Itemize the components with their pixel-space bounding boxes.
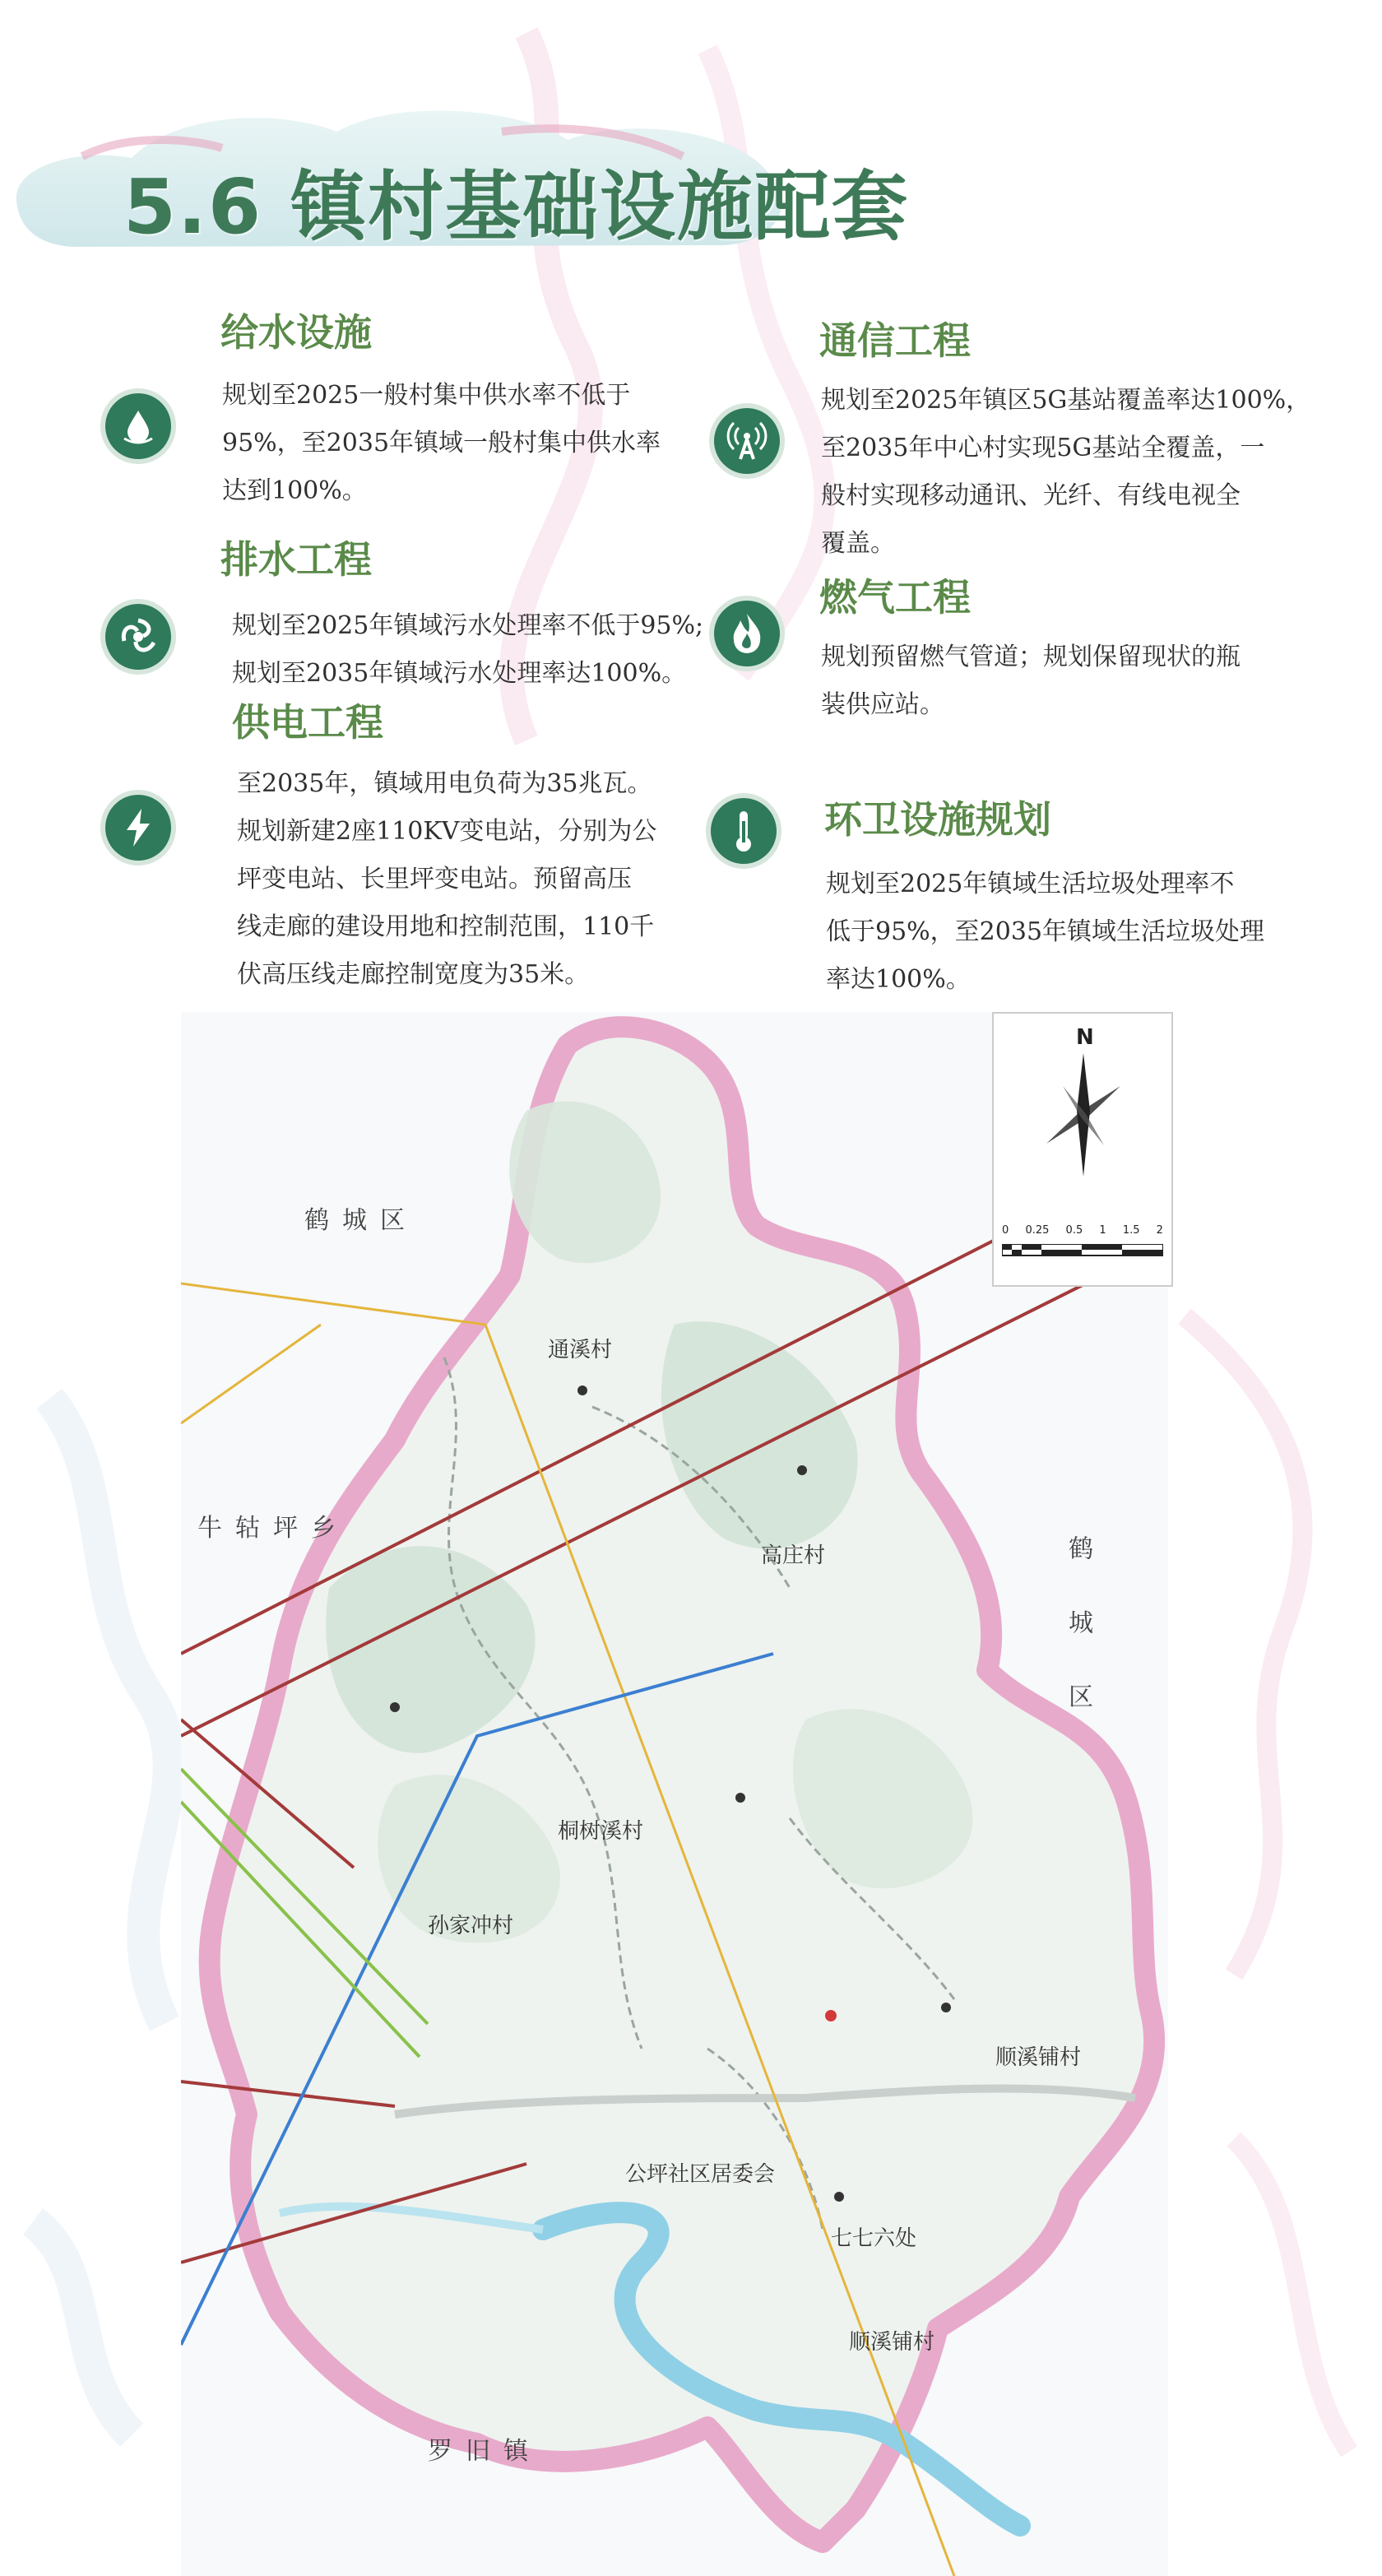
scale-bar: [1002, 1244, 1163, 1257]
section-body-water: [222, 372, 661, 515]
drainage-line-1: 规划至2025年镇域污水处理率不低于95%;: [232, 611, 704, 640]
compass-rose-icon: [1038, 1053, 1129, 1177]
map-village-shunxipu-south: 顺溪铺村: [849, 2330, 935, 2355]
water-line-1: 规划至2025一般村集中供水率不低于: [222, 381, 631, 410]
scale-tick: 2: [1156, 1224, 1163, 1237]
water-drop-icon: [105, 393, 171, 459]
map-village-tongshuxi: 桐树溪村: [558, 1819, 644, 1844]
flame-icon: [714, 601, 780, 666]
water-line-3: 达到100%。: [222, 476, 367, 505]
map-village-776: 七七六处: [831, 2226, 917, 2251]
power-line-2: 规划新建2座110KV变电站，分别为公: [237, 817, 657, 846]
telecom-line-2: 至2035年中心村实现5G基站全覆盖，一: [821, 434, 1265, 462]
drainage-line-2: 规划至2035年镇域污水处理率达100%。: [232, 659, 687, 688]
thermometer-icon: [711, 798, 777, 864]
signal-tower-icon: [714, 408, 780, 474]
scale-ticks: [1002, 1224, 1163, 1237]
section-title-power: 供电工程: [232, 700, 383, 745]
section-body-power: [237, 760, 656, 999]
map-village-gongping: 公坪社区居委会: [625, 2162, 776, 2187]
scale-tick: 0.5: [1065, 1224, 1083, 1237]
water-line-2: 95%，至2035年镇域一般村集中供水率: [222, 429, 661, 457]
map-label-niuzhaping: 牛轱坪乡: [197, 1514, 349, 1543]
section-body-telecom: [821, 377, 1310, 568]
gas-line-1: 规划预留燃气管道；规划保留现状的瓶: [821, 643, 1241, 671]
north-label: N: [1076, 1025, 1094, 1050]
map-label-luojiu: 罗旧镇: [428, 2437, 541, 2466]
power-line-5: 伏高压线走廊控制宽度为35米。: [237, 960, 590, 989]
map-label-hecheng-nw: 鹤城区: [304, 1206, 418, 1235]
map-village-shunxipu: 顺溪铺村: [995, 2045, 1082, 2070]
section-title-sanitation: 环卫设施规划: [824, 797, 1051, 842]
scale-tick: 1: [1099, 1224, 1106, 1237]
telecom-line-3: 般村实现移动通讯、光纤、有线电视全: [821, 481, 1241, 510]
telecom-line-4: 覆盖。: [821, 529, 895, 558]
map-label-hecheng-east: 鹤城区: [1064, 1535, 1092, 1757]
section-body-sanitation: [826, 861, 1264, 1004]
telecom-line-1: 规划至2025年镇区5G基站覆盖率达100%，: [821, 386, 1311, 415]
sanitation-line-2: 低于95%，至2035年镇域生活垃圾处理: [826, 917, 1265, 946]
section-title-drainage: 排水工程: [220, 537, 372, 582]
page-title: 5.6 镇村基础设施配套: [123, 163, 910, 251]
map-village-sunjiachong: 孙家冲村: [428, 1914, 514, 1938]
scale-tick: 0: [1002, 1224, 1009, 1237]
section-title-water: 给水设施: [220, 310, 372, 355]
scale-tick: 0.25: [1025, 1224, 1050, 1237]
power-line-3: 坪变电站、长里坪变电站。预留高压: [237, 865, 632, 893]
section-title-gas: 燃气工程: [819, 575, 971, 620]
drainage-swirl-icon: [105, 604, 171, 670]
section-body-drainage: [232, 602, 703, 698]
gas-line-2: 装供应站。: [821, 690, 944, 719]
power-line-1: 至2035年，镇域用电负荷为35兆瓦。: [237, 769, 652, 798]
section-title-telecom: 通信工程: [819, 318, 971, 363]
sanitation-line-3: 率达100%。: [826, 965, 971, 994]
sanitation-line-1: 规划至2025年镇域生活垃圾处理率不: [826, 870, 1235, 898]
north-arrow-box: [992, 1012, 1173, 1287]
map-village-gaozhuang: 高庄村: [761, 1543, 826, 1568]
lightning-icon: [105, 795, 171, 861]
map-village-tongxi: 通溪村: [548, 1338, 613, 1362]
section-body-gas: [821, 634, 1241, 729]
power-line-4: 线走廊的建设用地和控制范围，110千: [237, 912, 655, 941]
scale-tick: 1.5: [1122, 1224, 1140, 1237]
